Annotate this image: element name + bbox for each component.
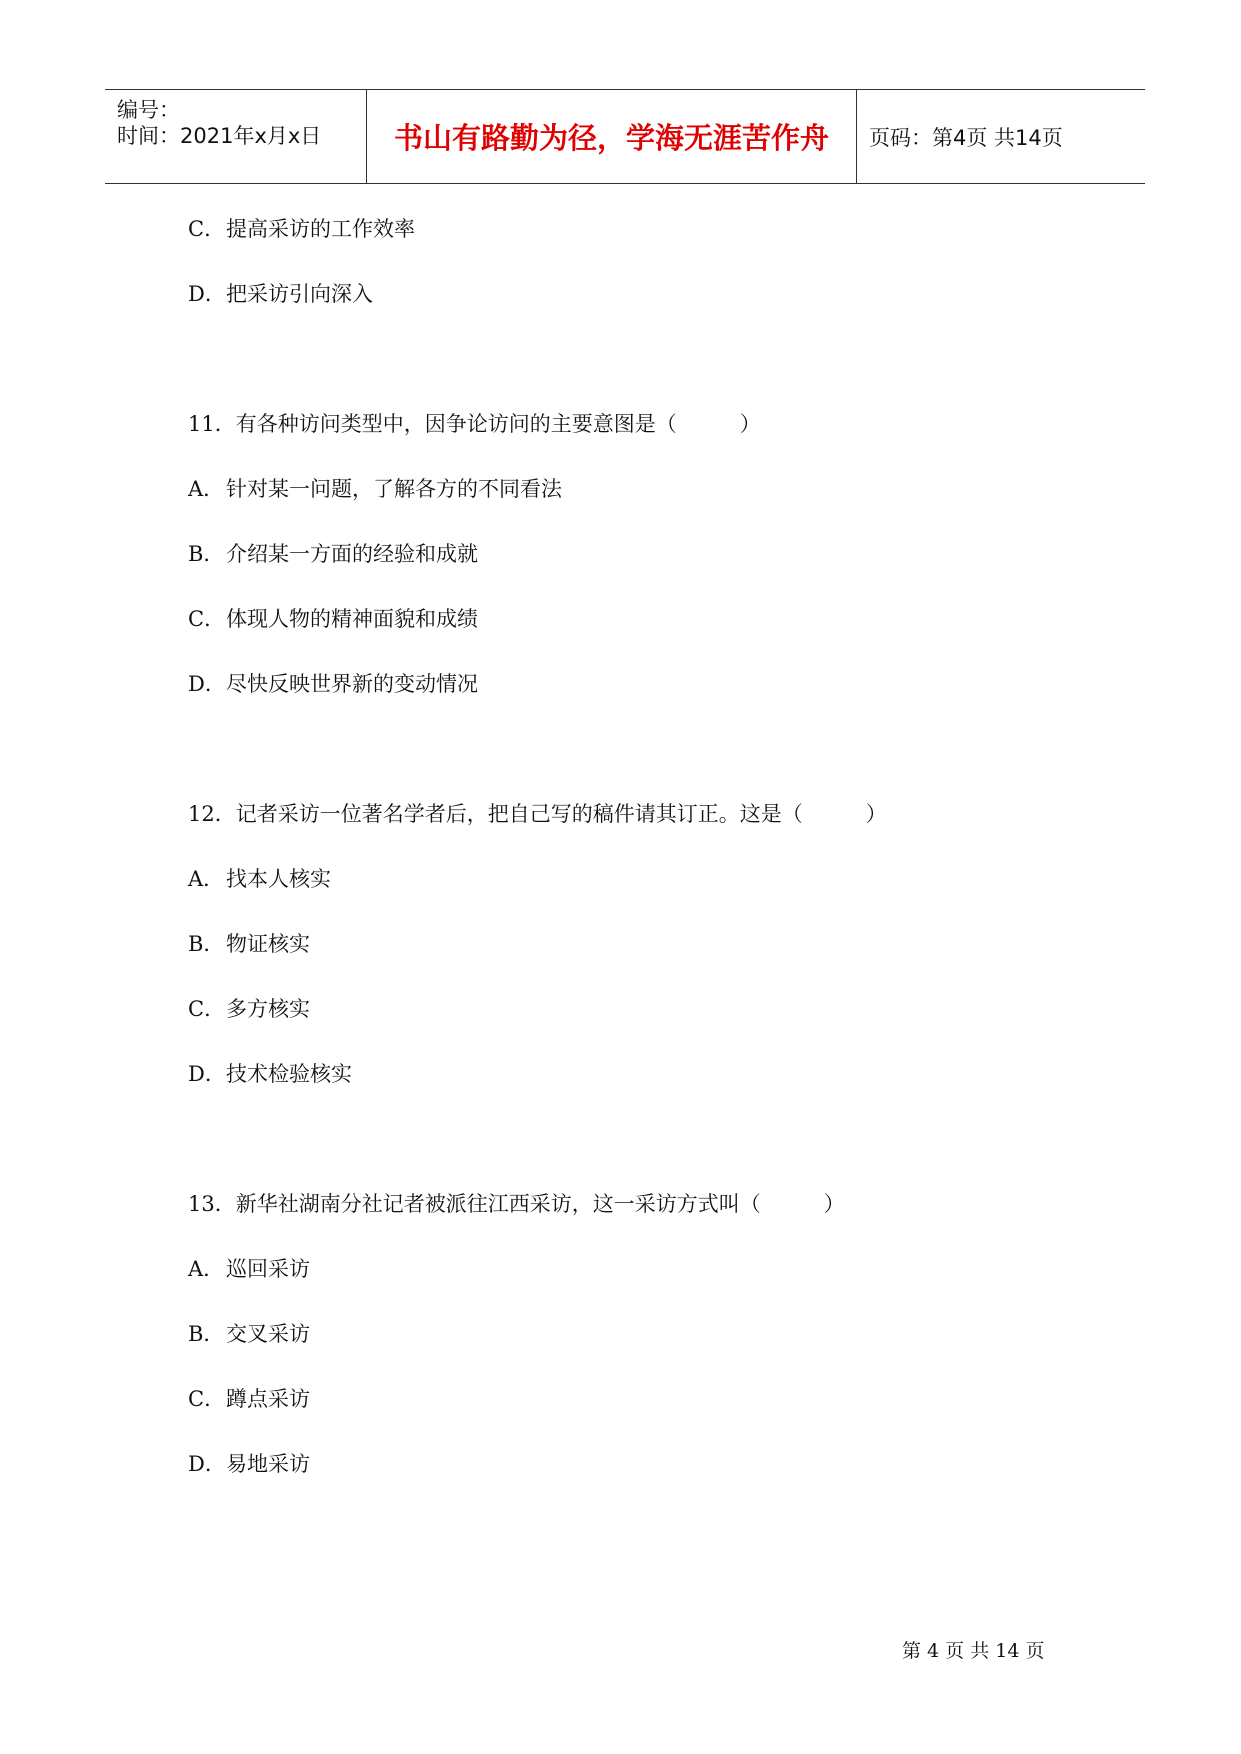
option-line <box>188 1448 310 1478</box>
option-label: A． <box>188 867 225 891</box>
option-text: 把采访引向深入 <box>226 282 373 306</box>
option-line <box>188 1253 310 1283</box>
document-number-label: 编号： <box>117 98 180 122</box>
page-footer: 第 4 页 共 14 页 <box>902 1640 1045 1662</box>
option-line <box>188 538 478 568</box>
document-time-label: 时间：2021年x月x日 <box>117 124 322 148</box>
option-text: 尽快反映世界新的变动情况 <box>226 672 478 696</box>
option-text: 介绍某一方面的经验和成就 <box>226 542 478 566</box>
option-line <box>188 603 478 633</box>
option-text: 体现人物的精神面貌和成绩 <box>226 607 478 631</box>
option-label: D． <box>188 1062 226 1086</box>
option-label: A． <box>188 1257 225 1281</box>
option-text: 提高采访的工作效率 <box>226 217 415 241</box>
option-line <box>188 1058 352 1088</box>
option-line <box>188 668 478 698</box>
option-text: 易地采访 <box>226 1452 310 1476</box>
option-line <box>188 278 373 308</box>
option-line <box>188 928 310 958</box>
header-meta-cell <box>105 90 367 183</box>
option-label: A． <box>188 477 225 501</box>
option-line <box>188 863 331 893</box>
option-line <box>188 473 562 503</box>
option-text: 找本人核实 <box>226 867 331 891</box>
option-label: D． <box>188 1452 226 1476</box>
page-header <box>105 89 1145 184</box>
option-label: D． <box>188 282 226 306</box>
header-page-info: 页码：第4页 共14页 <box>869 125 1063 150</box>
option-text: 蹲点采访 <box>226 1387 310 1411</box>
option-text: 多方核实 <box>226 997 310 1021</box>
option-text: 针对某一问题，了解各方的不同看法 <box>226 477 562 501</box>
header-page-cell <box>857 90 1145 183</box>
question-stem: 12．记者采访一位著名学者后，把自己写的稿件请其订正。这是（ ） <box>188 802 887 826</box>
option-line <box>188 993 310 1023</box>
option-label: C． <box>188 997 226 1021</box>
question-stem: 13．新华社湖南分社记者被派往江西采访，这一采访方式叫（ ） <box>188 1192 845 1216</box>
option-label: B． <box>188 932 225 956</box>
option-label: D． <box>188 672 226 696</box>
option-line <box>188 1383 310 1413</box>
header-motto: 书山有路勤为径，学海无涯苦作舟 <box>393 121 829 155</box>
option-line <box>188 1318 310 1348</box>
header-motto-cell <box>367 90 857 183</box>
option-text: 交叉采访 <box>226 1322 310 1346</box>
option-label: C． <box>188 607 226 631</box>
option-text: 技术检验核实 <box>226 1062 352 1086</box>
option-text: 巡回采访 <box>226 1257 310 1281</box>
question-stem: 11．有各种访问类型中，因争论访问的主要意图是（ ） <box>188 412 761 436</box>
option-label: B． <box>188 1322 225 1346</box>
option-label: C． <box>188 217 226 241</box>
option-text: 物证核实 <box>226 932 310 956</box>
option-line <box>188 213 415 243</box>
option-label: C． <box>188 1387 226 1411</box>
option-label: B． <box>188 542 225 566</box>
